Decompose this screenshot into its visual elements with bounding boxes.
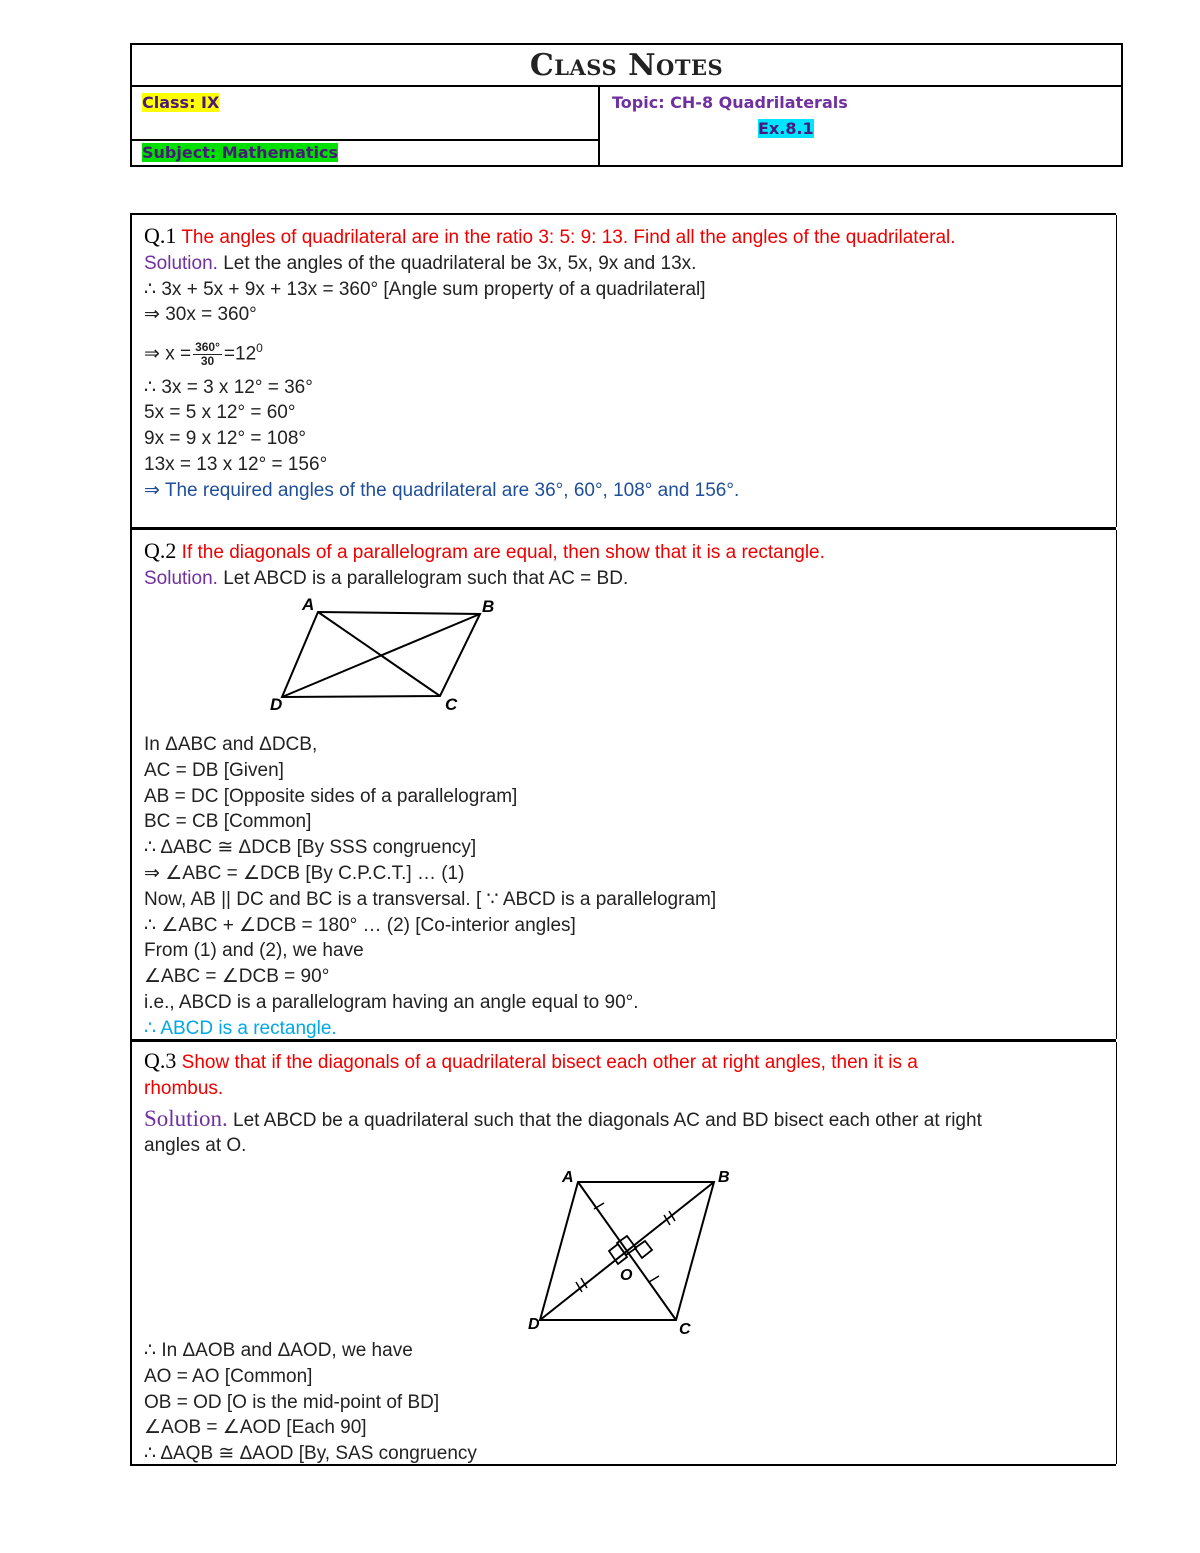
topic-label: Topic: CH-8 Quadrilaterals bbox=[612, 93, 848, 112]
q1-step-7: 13x = 13 x 12° = 156° bbox=[144, 453, 328, 475]
q2-step: In ΔABC and ΔDCB, bbox=[144, 734, 318, 755]
q2-step: i.e., ABCD is a parallelogram having an angle equal to 90°. bbox=[144, 991, 639, 1013]
q1-fraction-denominator: 30 bbox=[200, 354, 215, 368]
tick-mark bbox=[649, 1276, 659, 1282]
vertex-o-label: O bbox=[620, 1267, 633, 1284]
question-2-box bbox=[130, 528, 1116, 1041]
q2-step: AC = DB [Given] bbox=[144, 759, 284, 781]
q2-step: From (1) and (2), we have bbox=[144, 940, 364, 962]
q1-conclusion: ⇒ The required angles of the quadrilateral are 36°, 60°, 108° and 156°. bbox=[144, 479, 740, 501]
q1-number: Q.1 bbox=[144, 223, 177, 248]
q1-step-6: 9x = 9 x 12° = 108° bbox=[144, 428, 307, 450]
q1-solution-intro: Let the angles of the quadrilateral be 3x, 5x, 9x and 13x. bbox=[217, 252, 697, 274]
q2-step: AB = DC [Opposite sides of a parallelogram] bbox=[144, 785, 518, 807]
q2-question: If the diagonals of a parallelogram are equal, then show that it is a rectangle. bbox=[181, 542, 825, 563]
q2-number: Q.2 bbox=[144, 538, 177, 563]
vertex-a-label: A bbox=[302, 595, 315, 614]
q1-solution-line bbox=[144, 251, 1106, 277]
q3-solution-line-2: angles at O. bbox=[144, 1135, 247, 1157]
q3-step: ∴ In ΔAOB and ΔAOD, we have bbox=[144, 1340, 413, 1361]
q2-conclusion: ∴ ABCD is a rectangle. bbox=[144, 1017, 337, 1039]
exercise-label: Ex.8.1 bbox=[758, 119, 814, 138]
q2-step: ∴ ΔABC ≅ ΔDCB [By SSS congruency] bbox=[144, 837, 477, 859]
question-1-box bbox=[130, 213, 1116, 529]
q1-step-3-prefix: ⇒ x = bbox=[144, 343, 192, 365]
rhombus-figure bbox=[518, 1162, 748, 1342]
q1-step-4: ∴ 3x = 3 x 12° = 36° bbox=[144, 376, 313, 398]
vertex-c-label: C bbox=[445, 695, 458, 714]
subject-label: Subject: Mathematics bbox=[142, 143, 339, 162]
q2-step: ∠ABC = ∠DCB = 90° bbox=[144, 966, 330, 988]
q2-solution-intro: Let ABCD is a parallelogram such that AC = BD. bbox=[217, 567, 629, 589]
q1-fraction bbox=[193, 341, 222, 368]
q3-question-line-2: rhombus. bbox=[144, 1077, 224, 1099]
parallelogram-figure bbox=[260, 588, 510, 718]
q1-question-line bbox=[144, 223, 1106, 251]
q3-step: OB = OD [O is the mid-point of BD] bbox=[144, 1391, 440, 1413]
q2-step: BC = CB [Common] bbox=[144, 811, 312, 833]
q2-step: ∴ ∠ABC + ∠DCB = 180° … (2) [Co-interior angles] bbox=[144, 914, 576, 936]
header-table bbox=[130, 43, 1123, 167]
q1-step-5: 5x = 5 x 12° = 60° bbox=[144, 402, 296, 424]
q1-step-3-suffix: =12 bbox=[223, 343, 257, 365]
question-3-box bbox=[130, 1040, 1116, 1466]
q1-question: The angles of quadrilateral are in the ratio 3: 5: 9: 13. Find all the angles of the quadrilateral. bbox=[181, 227, 956, 248]
q2-solution-label: Solution. bbox=[144, 567, 218, 589]
q3-solution-1: Let ABCD be a quadrilateral such that the diagonals AC and BD bisect each other at right bbox=[227, 1109, 982, 1131]
vertex-a-label: A bbox=[562, 1169, 574, 1186]
q2-question-line bbox=[144, 538, 1106, 566]
q3-question-1: Show that if the diagonals of a quadrilateral bisect each other at right angles, then it is a bbox=[181, 1052, 918, 1073]
header-left-cell bbox=[132, 87, 600, 165]
class-label: Class: IX bbox=[142, 93, 220, 112]
q1-fraction-numerator: 360° bbox=[195, 340, 220, 354]
q3-step: AO = AO [Common] bbox=[144, 1365, 313, 1387]
q1-solution-label: Solution. bbox=[144, 252, 218, 274]
q1-step-3-degree: 0 bbox=[256, 341, 263, 356]
diagonal-ac bbox=[318, 612, 440, 696]
q1-step-3 bbox=[144, 328, 1106, 374]
diagonal-bd bbox=[540, 1182, 714, 1320]
q1-step-1: ∴ 3x + 5x + 9x + 13x = 360° [Angle sum property of a quadrilateral] bbox=[144, 278, 706, 300]
vertex-d-label: D bbox=[528, 1316, 540, 1333]
q3-number: Q.3 bbox=[144, 1048, 177, 1073]
q3-question-line-1 bbox=[144, 1048, 1106, 1076]
q1-step-2: ⇒ 30x = 360° bbox=[144, 304, 257, 326]
vertex-d-label: D bbox=[270, 695, 283, 714]
q3-solution-label: Solution. bbox=[144, 1105, 228, 1131]
q3-step: ∴ ΔAQB ≅ ΔAOD [By, SAS congruency bbox=[144, 1443, 477, 1465]
q3-step: ∠AOB = ∠AOD [Each 90] bbox=[144, 1417, 367, 1439]
q2-step: Now, AB || DC and BC is a transversal. [ ∵ ABCD is a parallelogram] bbox=[144, 888, 717, 910]
subject-row bbox=[132, 139, 598, 165]
page-title: Class Notes bbox=[132, 45, 1121, 87]
q3-solution-line-1 bbox=[144, 1106, 1106, 1134]
vertex-c-label: C bbox=[679, 1321, 691, 1338]
q2-step: ⇒ ∠ABC = ∠DCB [By C.P.C.T.] … (1) bbox=[144, 862, 465, 884]
vertex-b-label: B bbox=[718, 1169, 730, 1186]
vertex-b-label: B bbox=[482, 597, 495, 616]
